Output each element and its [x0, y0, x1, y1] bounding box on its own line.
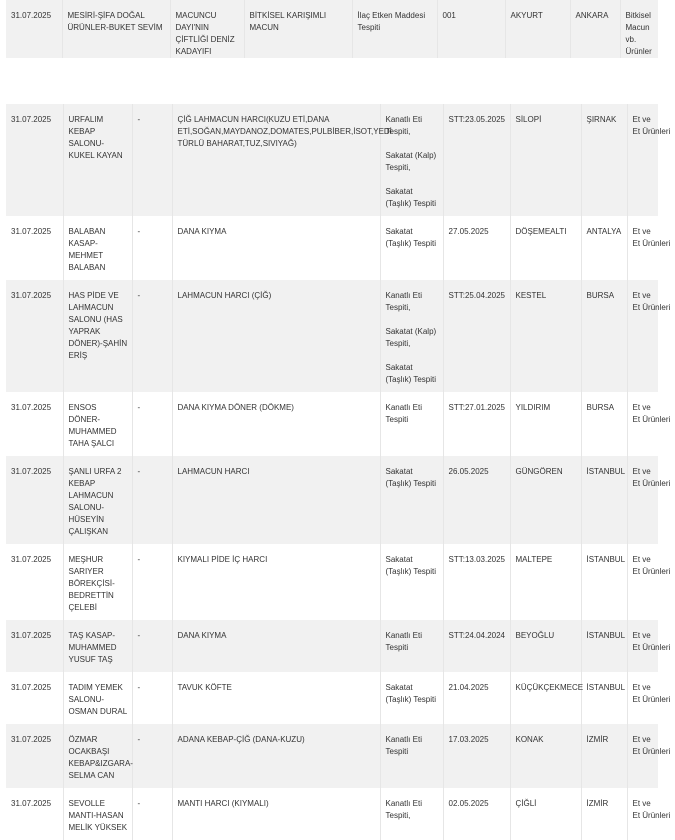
cell-product: TAVUK KÖFTE — [172, 672, 380, 724]
table-row — [6, 620, 658, 672]
cell-brand: - — [132, 620, 172, 672]
cell-product: ADANA KEBAP-ÇİĞ (DANA-KUZU) — [172, 724, 380, 788]
cell-lot: STT:13.03.2025 — [443, 544, 510, 620]
cell-city: İZMİR — [581, 724, 627, 788]
cell-district: KONAK — [510, 724, 581, 788]
cell-product: LAHMACUN HARCI — [172, 456, 380, 544]
table-row — [6, 104, 658, 216]
cell-finding: Sakatat (Taşlık) Tespiti — [380, 672, 443, 724]
cell-date: 31.07.2025 — [11, 227, 52, 236]
cell-district: MALTEPE — [510, 544, 581, 620]
cell-city: BURSA — [581, 280, 627, 392]
cell-brand: MACUNCU DAYI'NIN ÇİFTLİĞİ DENİZ KADAYIFI — [170, 0, 244, 58]
cell-date: 31.07.2025 — [11, 11, 52, 20]
cell-group: Et ve Et Ürünleri — [627, 620, 658, 672]
cell-firm: ENSOS DÖNER-MUHAMMED TAHA ŞALCI — [63, 392, 132, 456]
table-row — [6, 216, 658, 280]
cell-lot: 26.05.2025 — [443, 456, 510, 544]
cell-group: Bitkisel Macun vb. Ürünler — [620, 0, 658, 58]
cell-group: Et ve Et Ürünleri — [627, 216, 658, 280]
cell-city: BURSA — [581, 392, 627, 456]
cell-product: DANA KIYMA — [172, 620, 380, 672]
cell-district: KESTEL — [510, 280, 581, 392]
cell-city: ANTALYA — [581, 216, 627, 280]
cell-lot: STT:24.04.2024 — [443, 620, 510, 672]
cell-finding: Kanatlı Eti Tespiti, Sakatat (Kalp) Tespiti, Sakatat (Taşlık) Tespiti — [380, 104, 443, 216]
cell-group: Et ve Et Ürünleri — [627, 672, 658, 724]
cell-group: Et ve Et Ürünleri — [627, 456, 658, 544]
cell-lot: STT:25.04.2025 — [443, 280, 510, 392]
table-row — [6, 0, 658, 58]
cell-district: ÇİĞLİ — [510, 788, 581, 840]
cell-lot: 17.03.2025 — [443, 724, 510, 788]
cell-brand: - — [132, 392, 172, 456]
cell-firm: HAS PİDE VE LAHMACUN SALONU (HAS YAPRAK DÖNER)-ŞAHİN ERİŞ — [63, 280, 132, 392]
cell-finding: Kanatlı Eti Tespiti — [380, 724, 443, 788]
cell-brand: - — [132, 724, 172, 788]
cell-finding: Sakatat (Taşlık) Tespiti — [380, 456, 443, 544]
cell-firm: TAŞ KASAP-MUHAMMED YUSUF TAŞ — [63, 620, 132, 672]
cell-district: DÖŞEMEALTI — [510, 216, 581, 280]
cell-district: AKYURT — [505, 0, 570, 58]
cell-product: DANA KIYMA DÖNER (DÖKME) — [172, 392, 380, 456]
cell-group: Et ve Et Ürünleri — [627, 544, 658, 620]
top-partial-table — [6, 0, 658, 58]
cell-group: Et ve Et Ürünleri — [627, 724, 658, 788]
cell-product: ÇİĞ LAHMACUN HARCI(KUZU ETİ,DANA ETİ,SOĞAN,MAYDANOZ,DOMATES,PULBİBER,İSOT,YEDİ TÜRLÜ BAHARAT,TUZ,SIVIYAĞ) — [172, 104, 380, 216]
cell-finding: Sakatat (Taşlık) Tespiti — [380, 544, 443, 620]
table-row — [6, 724, 658, 788]
cell-date: 31.07.2025 — [11, 291, 52, 300]
cell-product: BİTKİSEL KARIŞIMLI MACUN — [244, 0, 352, 58]
cell-district: YILDIRIM — [510, 392, 581, 456]
cell-city: İSTANBUL — [581, 672, 627, 724]
table-row — [6, 392, 658, 456]
cell-date: 31.07.2025 — [11, 683, 52, 692]
cell-district: GÜNGÖREN — [510, 456, 581, 544]
inspection-table — [6, 104, 671, 840]
cell-brand: - — [132, 672, 172, 724]
cell-lot: 001 — [437, 0, 505, 58]
cell-group: Et ve Et Ürünleri — [627, 392, 658, 456]
cell-lot: STT:23.05.2025 — [443, 104, 510, 216]
cell-date: 31.07.2025 — [11, 467, 52, 476]
cell-city: İSTANBUL — [581, 456, 627, 544]
table-row — [6, 456, 658, 544]
cell-city: İZMİR — [581, 788, 627, 840]
cell-brand: - — [132, 788, 172, 840]
cell-lot: STT:27.01.2025 — [443, 392, 510, 456]
cell-group: Et ve Et Ürünleri — [627, 104, 658, 216]
cell-product: KIYMALI PİDE İÇ HARCI — [172, 544, 380, 620]
table-row — [6, 672, 658, 724]
cell-date: 31.07.2025 — [11, 555, 52, 564]
cell-brand: - — [132, 280, 172, 392]
cell-firm: SEVOLLE MANTI-HASAN MELİK YÜKSEK — [63, 788, 132, 840]
cell-district: BEYOĞLU — [510, 620, 581, 672]
cell-lot: 02.05.2025 — [443, 788, 510, 840]
cell-lot: 27.05.2025 — [443, 216, 510, 280]
cell-date: 31.07.2025 — [11, 799, 52, 808]
cell-city: İSTANBUL — [581, 620, 627, 672]
cell-city: İSTANBUL — [581, 544, 627, 620]
cell-finding: Kanatlı Eti Tespiti, — [380, 788, 443, 840]
cell-district: KÜÇÜKÇEKMECE — [510, 672, 581, 724]
cell-product: DANA KIYMA — [172, 216, 380, 280]
cell-date: 31.07.2025 — [11, 115, 52, 124]
cell-firm: MEŞHUR SARIYER BÖREKÇİSİ-BEDRETTİN ÇELEBİ — [63, 544, 132, 620]
cell-group: Et ve Et Ürünleri — [627, 280, 658, 392]
cell-firm: MESİRİ-ŞİFA DOĞAL ÜRÜNLER-BUKET SEVİM — [62, 0, 170, 58]
cell-city: ŞIRNAK — [581, 104, 627, 216]
cell-date: 31.07.2025 — [11, 631, 52, 640]
cell-finding: Kanatlı Eti Tespiti — [380, 620, 443, 672]
cell-firm: ÖZMAR OCAKBAŞI KEBAP&IZGARA-SELMA CAN — [63, 724, 132, 788]
cell-finding: Kanatlı Eti Tespiti — [380, 392, 443, 456]
cell-firm: URFALIM KEBAP SALONU-KUKEL KAYAN — [63, 104, 132, 216]
cell-finding: Sakatat (Taşlık) Tespiti — [380, 216, 443, 280]
cell-date: 31.07.2025 — [11, 403, 52, 412]
cell-firm: ŞANLI URFA 2 KEBAP LAHMACUN SALONU-HÜSEYİN ÇALIŞKAN — [63, 456, 132, 544]
cell-group: Et ve Et Ürünleri — [627, 788, 658, 840]
cell-date: 31.07.2025 — [11, 735, 52, 744]
cell-brand: - — [132, 104, 172, 216]
table-row — [6, 280, 658, 392]
table-row — [6, 788, 658, 840]
cell-lot: 21.04.2025 — [443, 672, 510, 724]
cell-city: ANKARA — [570, 0, 620, 58]
cell-firm: TADIM YEMEK SALONU-OSMAN DURAL — [63, 672, 132, 724]
cell-firm: BALABAN KASAP-MEHMET BALABAN — [63, 216, 132, 280]
cell-finding: Kanatlı Eti Tespiti, Sakatat (Kalp) Tespiti, Sakatat (Taşlık) Tespiti — [380, 280, 443, 392]
cell-brand: - — [132, 456, 172, 544]
cell-brand: - — [132, 216, 172, 280]
cell-product: MANTI HARCI (KIYMALI) — [172, 788, 380, 840]
cell-district: SİLOPİ — [510, 104, 581, 216]
cell-product: LAHMACUN HARCI (ÇİĞ) — [172, 280, 380, 392]
cell-finding: İlaç Etken Maddesi Tespiti — [352, 0, 437, 58]
cell-brand: - — [132, 544, 172, 620]
table-row — [6, 544, 658, 620]
